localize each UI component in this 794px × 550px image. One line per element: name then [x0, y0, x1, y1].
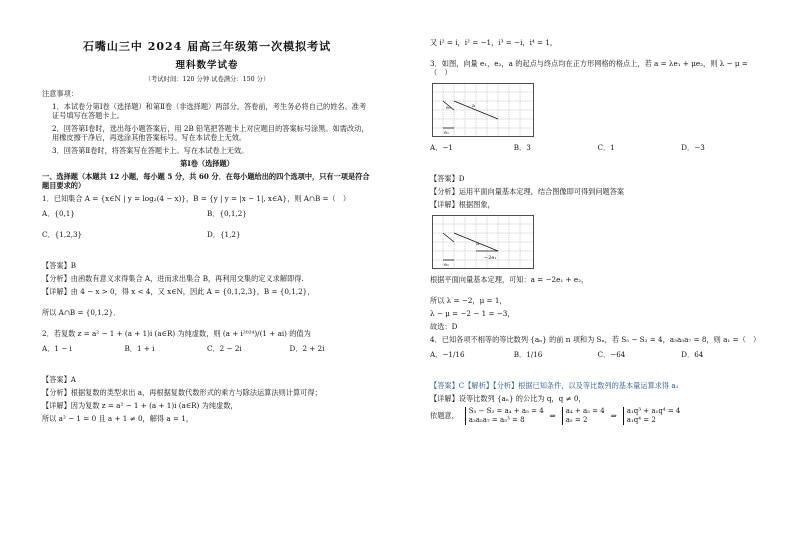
system-line: a₄ + a₅ = 4 [565, 407, 605, 415]
notice-item: 3．回答第Ⅱ卷时，将答案写在答题卡上。写在本试卷上无效。 [52, 146, 249, 156]
svg-text:a: a [472, 103, 475, 109]
answer: 【答案】D [430, 174, 465, 183]
option-d: D．{1,2} [207, 230, 241, 240]
choice-line: 故选：D [430, 322, 458, 331]
exam-meta: （考试时间：120 分钟 试卷满分：150 分） [144, 75, 270, 83]
svg-text:e₁: e₁ [444, 130, 449, 136]
conclusion: 所以 A∩B = {0,1,2}． [42, 308, 121, 318]
question-4-options [430, 350, 765, 371]
analysis: 【分析】由函数有意义求得集合 A，进而求出集合 B，再利用交集的定义求解即得. [42, 274, 304, 284]
grid-figure-2 [432, 215, 534, 269]
detail: 【详解】设等比数列 {aₙ} 的公比为 q，q ≠ 0， [430, 394, 586, 403]
detail: 【详解】由 4 − x > 0，得 x < 4，又 x∈N，因此 A = {0,1,2,3}，B = {0,1,2}， [42, 287, 315, 297]
exam-title: 石嘴山三中 2024 届高三年级第一次模拟考试 [82, 40, 332, 53]
implies-symbol: ⇒ [610, 411, 617, 421]
system-2 [562, 407, 605, 425]
continuation: 又 i² = i，i² = −1，i³ = −i，i⁴ = 1， [430, 38, 558, 47]
analysis: 【分析】根据复数的类型求出 a，再根据复数代数形式的乘方与除法运算法则计算可得； [42, 388, 322, 398]
question-2-options [42, 344, 372, 365]
left-column [42, 40, 372, 427]
option-c: C．{1,2,3} [42, 230, 83, 240]
right-column [430, 38, 765, 425]
answer: 【答案】C【解析】【分析】根据已知条件，以及等比数列的基本量运算求得 a₁ [430, 381, 679, 390]
system-line: S₅ − S₃ = a₄ + a₅ = 4 [468, 407, 544, 415]
option-a: A．1 − i [42, 344, 72, 354]
option-d: D．−3 [681, 143, 705, 152]
notice-heading: 注意事项： [42, 89, 78, 99]
option-a: A．−1/16 [430, 350, 465, 359]
solution-line: 所以 λ = −2，μ = 1， [430, 296, 507, 305]
conclusion: 所以 a² − 1 = 0 且 a + 1 ≠ 0，解得 a = 1， [42, 414, 194, 424]
question-3: 3．如图，向量 e₁，e₂，a 的起点与终点均在正方形网格的格点上，若 a = λe₁ + μe₂，则 λ − μ =（ ） [430, 59, 748, 77]
vector-grid-figure-2 [432, 215, 534, 269]
section-description: 一、选择题（本题共 12 小题，每小题 5 分，共 60 分．在每小题给出的四个选项中，只有一项是符合题目要求的） [42, 172, 370, 191]
system-line: a₃a₅a₇ = a₅³ = 8 [468, 415, 525, 424]
theorem-line: 根据平面向量基本定理，可知：a = −2e₁ + e₂， [430, 275, 589, 284]
detail: 【详解】根据图象， [430, 200, 495, 209]
option-b: B．1/16 [513, 350, 543, 359]
option-c: C．2 − 2i [207, 344, 242, 354]
notice-item: 1．本试卷分第Ⅰ卷（选择题）和第Ⅱ卷（非选择题）两部分。答卷前，考生务必将自己的姓名、准考证号填写在答题卡上。 [52, 102, 367, 121]
svg-text:e₁: e₁ [444, 262, 449, 268]
answer: 【答案】A [42, 375, 76, 385]
option-b: B．1 + i [124, 344, 155, 354]
option-b: B．3 [513, 143, 531, 152]
vector-grid-figure [432, 83, 534, 137]
option-c: C．−64 [597, 350, 626, 359]
exam-subtitle: 理科数学试卷 [175, 59, 239, 71]
option-a: A．−1 [430, 143, 453, 152]
system-1 [465, 407, 544, 425]
system-3 [623, 407, 681, 425]
answer: 【答案】B [42, 261, 77, 271]
system-line: a₁q⁴ = 2 [626, 415, 656, 424]
question-1: 1．已知集合 A = {x∈N | y = log₂(4 − x)}，B = {y | y = |x − 1|, x∈A}，则 A∩B =（ ） [42, 194, 351, 204]
option-b: B．{0,1,2} [207, 209, 247, 219]
option-d: D．2 + 2i [289, 344, 325, 354]
svg-text:−2e₁: −2e₁ [484, 255, 497, 261]
svg-text:a: a [476, 241, 479, 247]
system-line: a₁q³ + a₁q⁴ = 4 [626, 407, 681, 415]
question-3-options [430, 143, 765, 164]
system-line: a₅ = 2 [565, 415, 588, 424]
svg-text:e₂: e₂ [446, 105, 451, 111]
detail: 【详解】因为复数 z = a² − 1 + (a + 1)i (a∈R) 为纯虚数， [42, 401, 238, 411]
equation-system [430, 407, 765, 425]
notice-item: 2．回答第Ⅰ卷时，选出每小题答案后，用 2B 铅笔把答题卡上对应题目的答案标号涂黑。如需改动，用橡皮擦干净后，再选涂其他答案标号。写在本试卷上无效。 [52, 124, 369, 143]
option-c: C．1 [597, 143, 615, 152]
question-4: 4．已知各项不相等的等比数列 {aₙ} 的前 n 项和为 Sₙ，若 S₅ − S₃ = 4，a₃a₅a₇ = 8，则 a₁ =（ ） [430, 335, 761, 344]
yiti-label: 依题意， [430, 411, 459, 421]
option-a: A．{0,1} [42, 209, 75, 219]
section-title: 第Ⅰ卷（选择题） [180, 159, 234, 169]
grid-figure-1 [432, 83, 534, 137]
question-1-options [42, 209, 372, 251]
option-d: D．64 [681, 350, 704, 359]
solution-line: λ − μ = −2 − 1 = −3， [430, 309, 515, 318]
question-2: 2．若复数 z = a² − 1 + (a + 1)i (a∈R) 为纯虚数，则 (a + i²⁰²⁴)/(1 + ai) 的值为 [42, 329, 311, 339]
implies-symbol: ⇒ [549, 411, 556, 421]
analysis: 【分析】运用平面向量基本定理，结合图像即可得到问题答案 [430, 187, 625, 196]
